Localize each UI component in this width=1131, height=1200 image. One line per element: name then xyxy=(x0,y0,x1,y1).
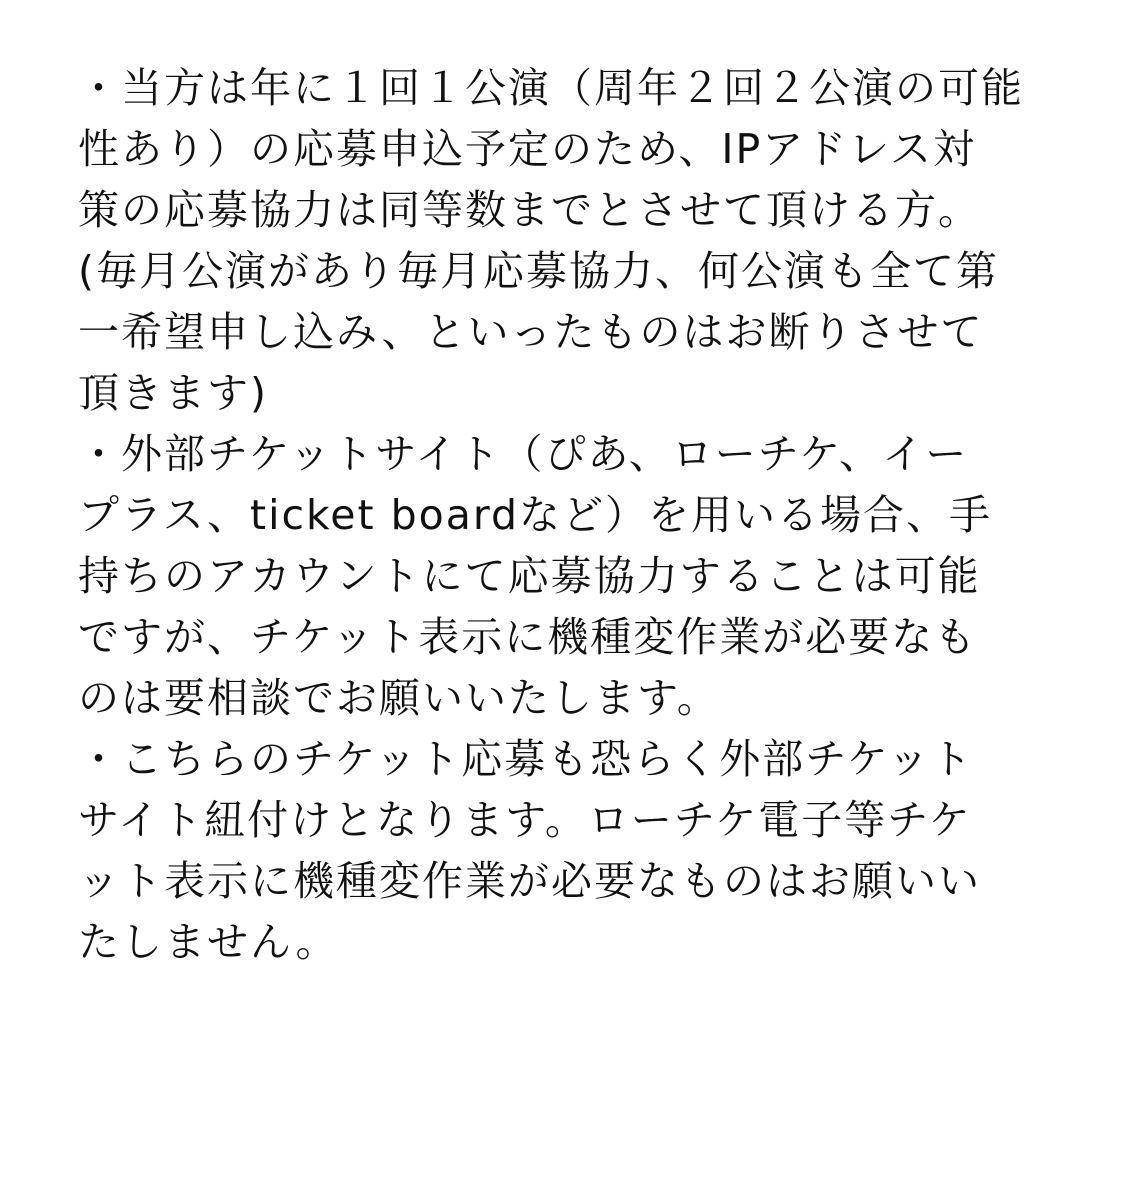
text-line-10: ですが、チケット表示に機種変作業が必要なも xyxy=(78,613,978,661)
text-line-9: 持ちのアカウントにて応募協力することは可能 xyxy=(78,552,981,600)
text-line-1: ・当方は年に１回１公演（周年２回２公演の可能 xyxy=(78,64,1024,112)
text-line-7: ・外部チケットサイト（ぴあ、ローチケ、イー xyxy=(78,430,969,478)
document-text xyxy=(78,58,1088,973)
text-line-15: たしません。 xyxy=(78,918,339,966)
text-line-4: (毎月公演があり毎月応募協力、何公演も全て第 xyxy=(78,247,999,295)
text-line-2: 性あり）の応募申込予定のため、IPアドレス対 xyxy=(78,125,976,173)
text-line-8: プラス、ticket boardなど）を用いる場合、手 xyxy=(78,491,993,539)
text-line-3: 策の応募協力は同等数までとさせて頂ける方。 xyxy=(78,186,981,234)
text-line-6: 頂きます) xyxy=(78,369,268,417)
text-line-5: 一希望申し込み、といったものはお断りさせて xyxy=(78,308,984,356)
text-line-11: のは要相談でお願いいたします。 xyxy=(78,674,720,722)
text-line-12: ・こちらのチケット応募も恐らく外部チケット xyxy=(78,735,974,783)
text-line-13: サイト紐付けとなります。ローチケ電子等チケ xyxy=(78,796,972,844)
text-line-14: ット表示に機種変作業が必要なものはお願いい xyxy=(78,857,981,905)
